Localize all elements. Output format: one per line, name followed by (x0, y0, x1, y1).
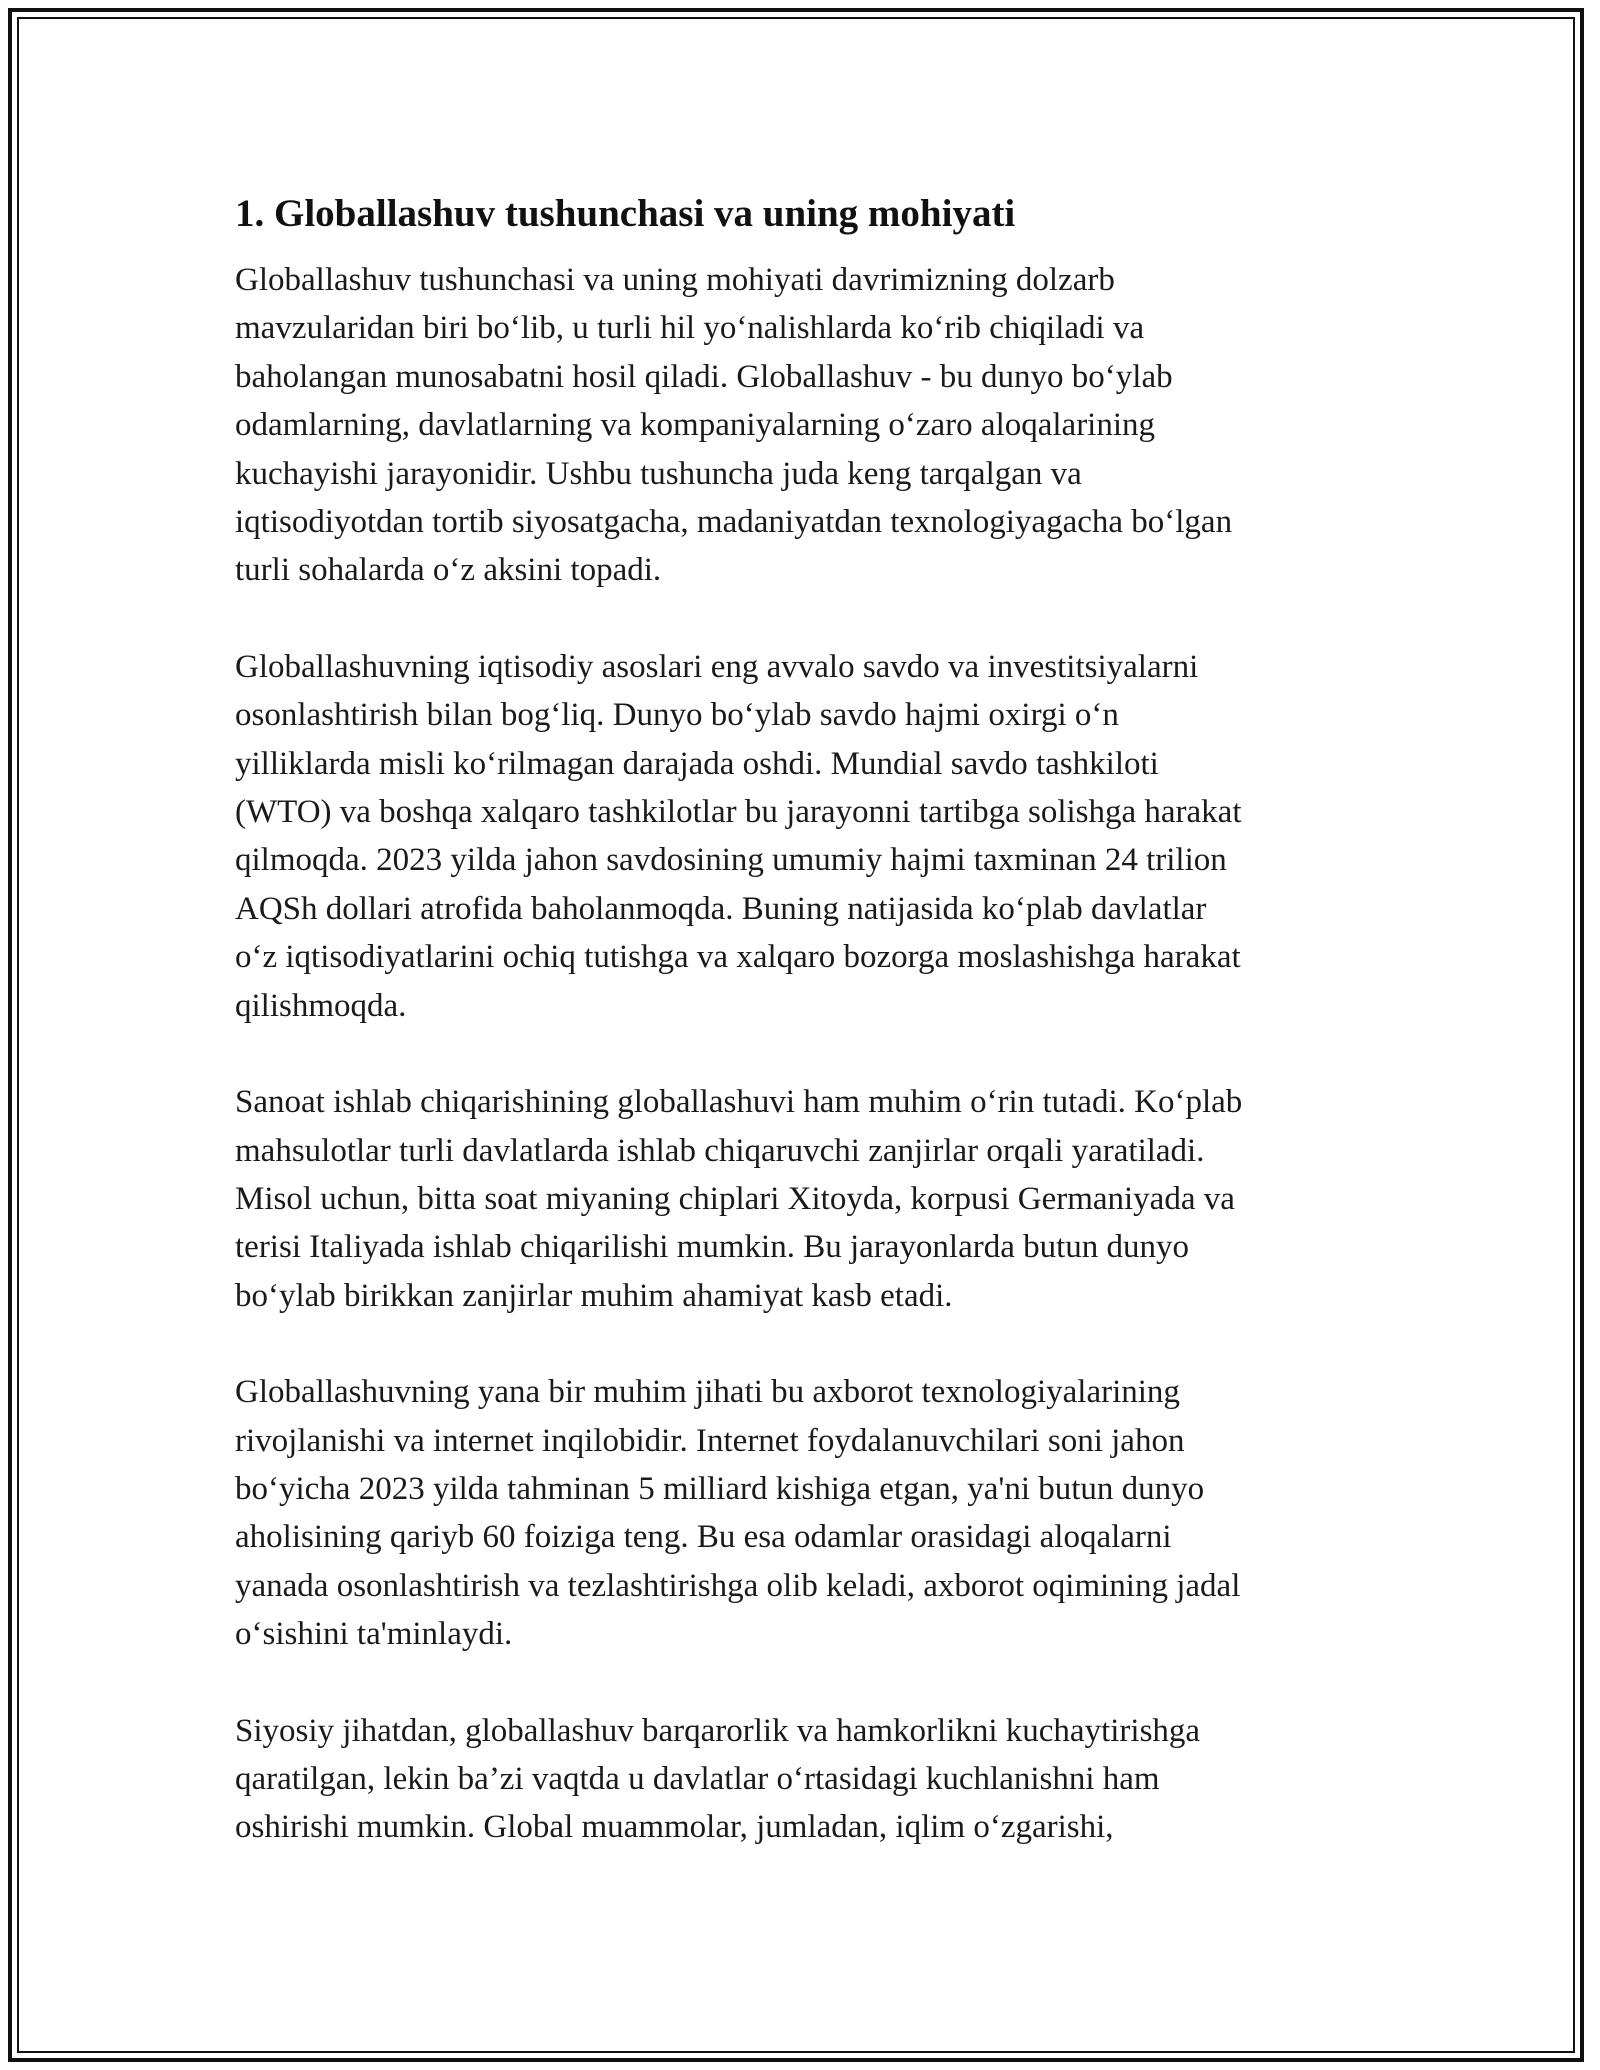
section-heading: 1. Globallashuv tushunchasi va uning mohiyati (235, 192, 1016, 235)
paragraph-2: Globallashuvning iqtisodiy asoslari eng avvalo savdo va investitsiyalarni osonlashtirish bilan bog‘liq. Dunyo bo‘ylab savdo hajmi oxirgi o‘n yilliklarda misli ko‘rilmagan darajada oshdi. Mundial savdo tashkiloti (WTO) va boshqa xalqaro tashkilotlar bu jarayonni tartibga solishga harakat qilmoqda. 2023 yilda jahon savdosining umumiy hajmi taxminan 24 trilion AQSh dollari atrofida baholanmoqda. Buning natijasida ko‘plab davlatlar o‘z iqtisodiyatlarini ochiq tutishga va xalqaro bozorga moslashishga harakat qilishmoqda. (235, 648, 1242, 1024)
paragraph-5: Siyosiy jihatdan, globallashuv barqarorlik va hamkorlikni kuchaytirishga qaratilgan, lekin ba’zi vaqtda u davlatlar o‘rtasidagi kuchlanishni ham oshirishi mumkin. Global muammolar, jumladan, iqlim o‘zgarishi, (235, 1712, 1201, 1846)
paragraph-3: Sanoat ishlab chiqarishining globallashuvi ham muhim o‘rin tutadi. Ko‘plab mahsulotlar turli davlatlarda ishlab chiqaruvchi zanjirlar orqali yaratiladi. Misol uchun, bitta soat miyaning chiplari Xitoyda, korpusi Germaniyada va terisi Italiyada ishlab chiqarilishi mumkin. Bu jarayonlarda butun dunyo bo‘ylab birikkan zanjirlar muhim ahamiyat kasb etadi. (235, 1084, 1243, 1314)
paragraph-1: Globallashuv tushunchasi va uning mohiyati davrimizning dolzarb mavzularidan biri bo‘lib, u turli hil yo‘nalishlarda ko‘rib chiqiladi va baholangan munosabatni hosil qiladi. Globallashuv - bu dunyo bo‘ylab odamlarning, davlatlarning va kompaniyalarning o‘zaro aloqalarining kuchayishi jarayonidir. Ushbu tushuncha juda keng tarqalgan va iqtisodiyotdan tortib siyosatgacha, madaniyatdan texnologiyagacha bo‘lgan turli sohalarda o‘z aksini topadi. (235, 262, 1233, 589)
paragraph-4: Globallashuvning yana bir muhim jihati bu axborot texnologiyalarining rivojlanishi va internet inqilobidir. Internet foydalanuvchilari soni jahon bo‘yicha 2023 yilda tahminan 5 milliard kishiga etgan, ya'ni butun dunyo aholisining qariyb 60 foiziga teng. Bu esa odamlar orasidagi aloqalarni yanada osonlashtirish va tezlashtirishga olib keladi, axborot oqimining jadal o‘sishini ta'minlaydi. (235, 1374, 1241, 1653)
document-body (235, 186, 1355, 1900)
